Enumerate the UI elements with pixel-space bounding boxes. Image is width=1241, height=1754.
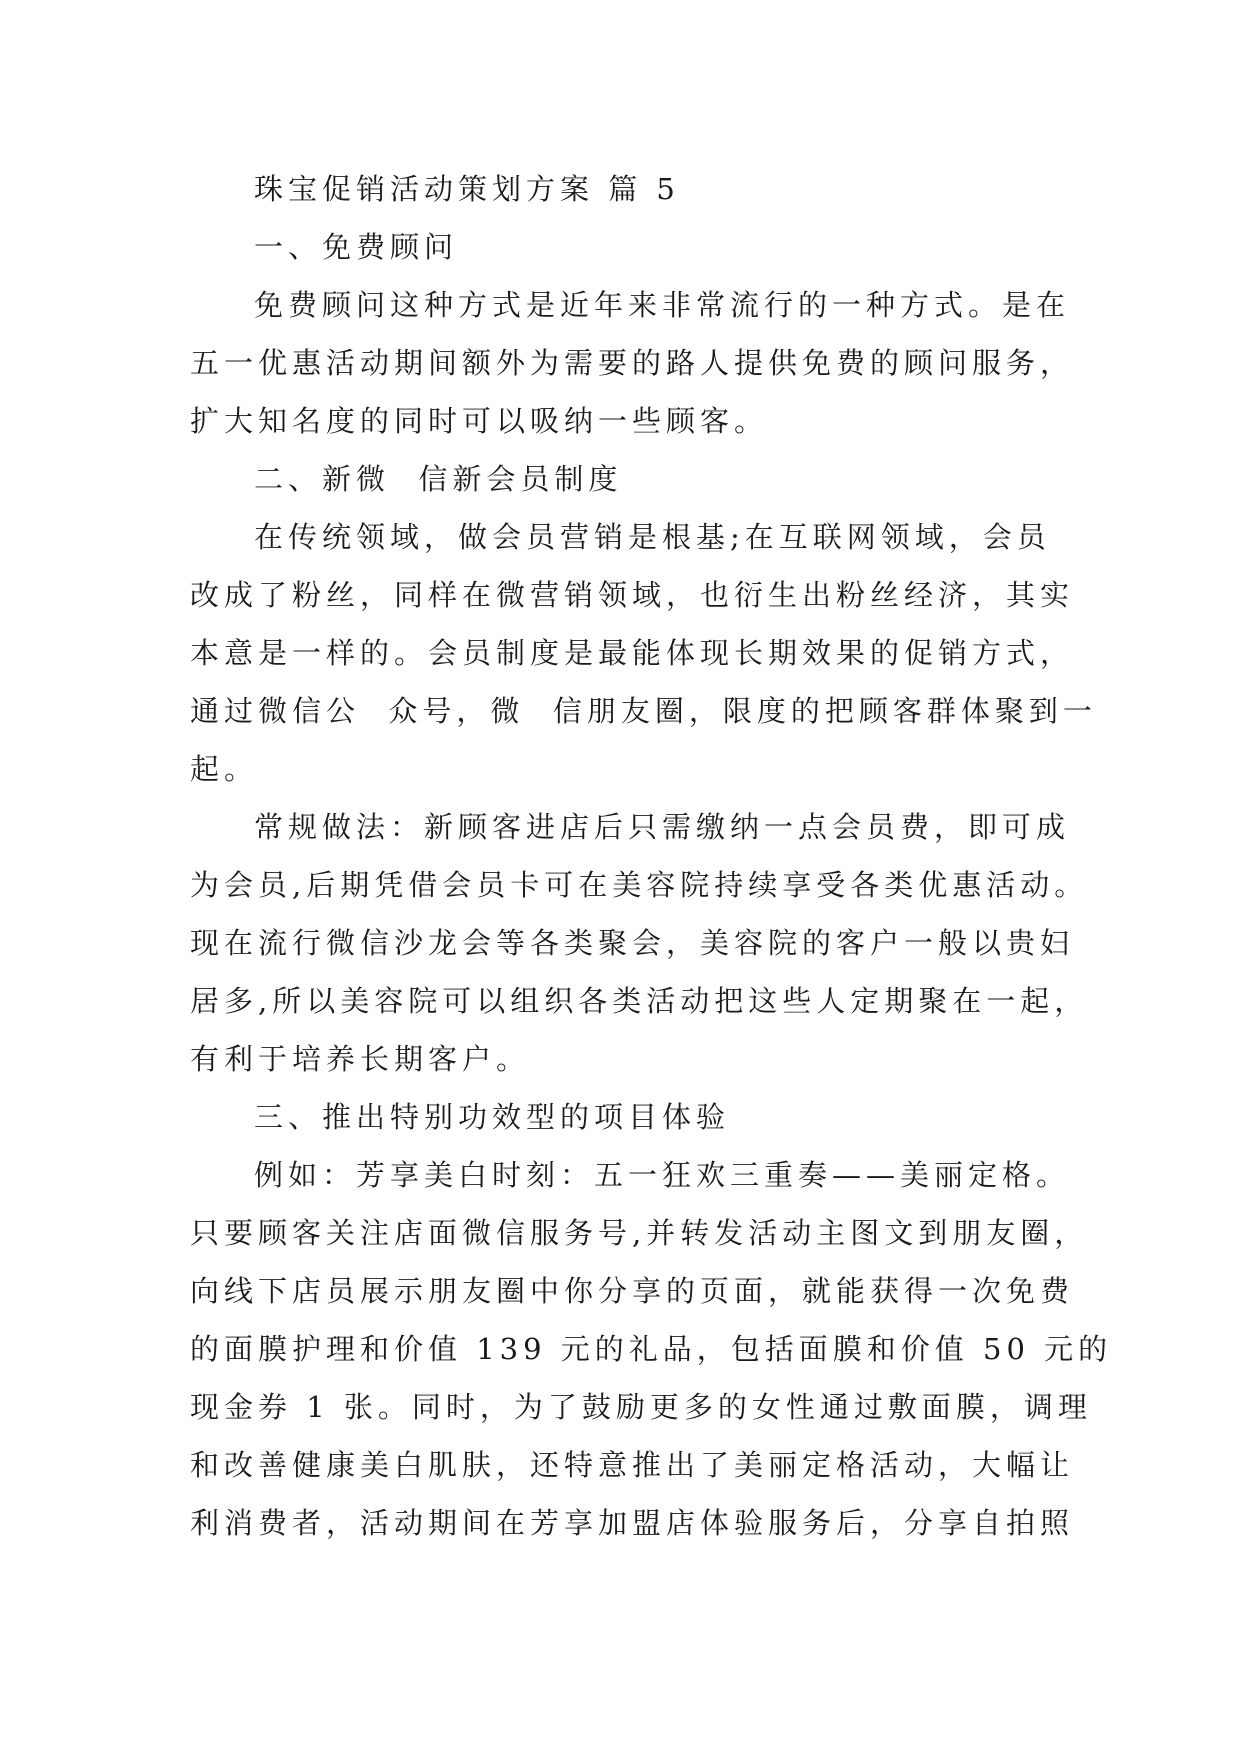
paragraph-line: 起。 (190, 752, 259, 786)
paragraph-line: 本意是一样的。会员制度是最能体现长期效果的促销方式， (190, 636, 1075, 670)
paragraph-line: 现在流行微信沙龙会等各类聚会，美容院的客户一般以贵妇 (190, 926, 1075, 960)
paragraph-line: 在传统领域，做会员营销是根基;在互联网领域，会员 (254, 520, 1051, 554)
paragraph-line: 扩大知名度的同时可以吸纳一些顾客。 (190, 404, 769, 438)
paragraph-line: 向线下店员展示朋友圈中你分享的页面，就能获得一次免费 (190, 1274, 1075, 1308)
paragraph-line: 和改善健康美白肌肤，还特意推出了美丽定格活动，大幅让 (190, 1448, 1075, 1482)
paragraph-line: 通过微信公 众号，微 信朋友圈，限度的把顾客群体聚到一 (190, 694, 1097, 728)
paragraph-line: 为会员,后期凭借会员卡可在美容院持续享受各类优惠活动。 (190, 868, 1089, 902)
section-heading-1: 一、免费顾问 (254, 230, 459, 264)
paragraph-line: 免费顾问这种方式是近年来非常流行的一种方式。是在 (254, 288, 1071, 322)
document-title: 珠宝促销活动策划方案 篇 5 (254, 172, 680, 206)
paragraph-line: 只要顾客关注店面微信服务号,并转发活动主图文到朋友圈， (190, 1216, 1089, 1250)
section-heading-3: 三、推出特别功效型的项目体验 (254, 1100, 731, 1134)
paragraph-line: 改成了粉丝，同样在微营销领域，也衍生出粉丝经济，其实 (190, 578, 1075, 612)
paragraph-line: 常规做法：新顾客进店后只需缴纳一点会员费，即可成 (254, 810, 1071, 844)
paragraph-line: 居多,所以美容院可以组织各类活动把这些人定期聚在一起， (190, 984, 1089, 1018)
section-heading-2: 二、新微 信新会员制度 (254, 462, 623, 496)
paragraph-line: 利消费者，活动期间在芳享加盟店体验服务后，分享自拍照 (190, 1506, 1075, 1540)
paragraph-line: 现金券 1 张。同时，为了鼓励更多的女性通过敷面膜，调理 (190, 1390, 1092, 1424)
document-body (190, 160, 1113, 1552)
paragraph-line: 的面膜护理和价值 139 元的礼品，包括面膜和价值 50 元的 (190, 1332, 1113, 1366)
paragraph-line: 五一优惠活动期间额外为需要的路人提供免费的顾问服务， (190, 346, 1075, 380)
paragraph-line: 有利于培养长期客户。 (190, 1042, 531, 1076)
paragraph-line: 例如：芳享美白时刻：五一狂欢三重奏——美丽定格。 (254, 1158, 1071, 1192)
